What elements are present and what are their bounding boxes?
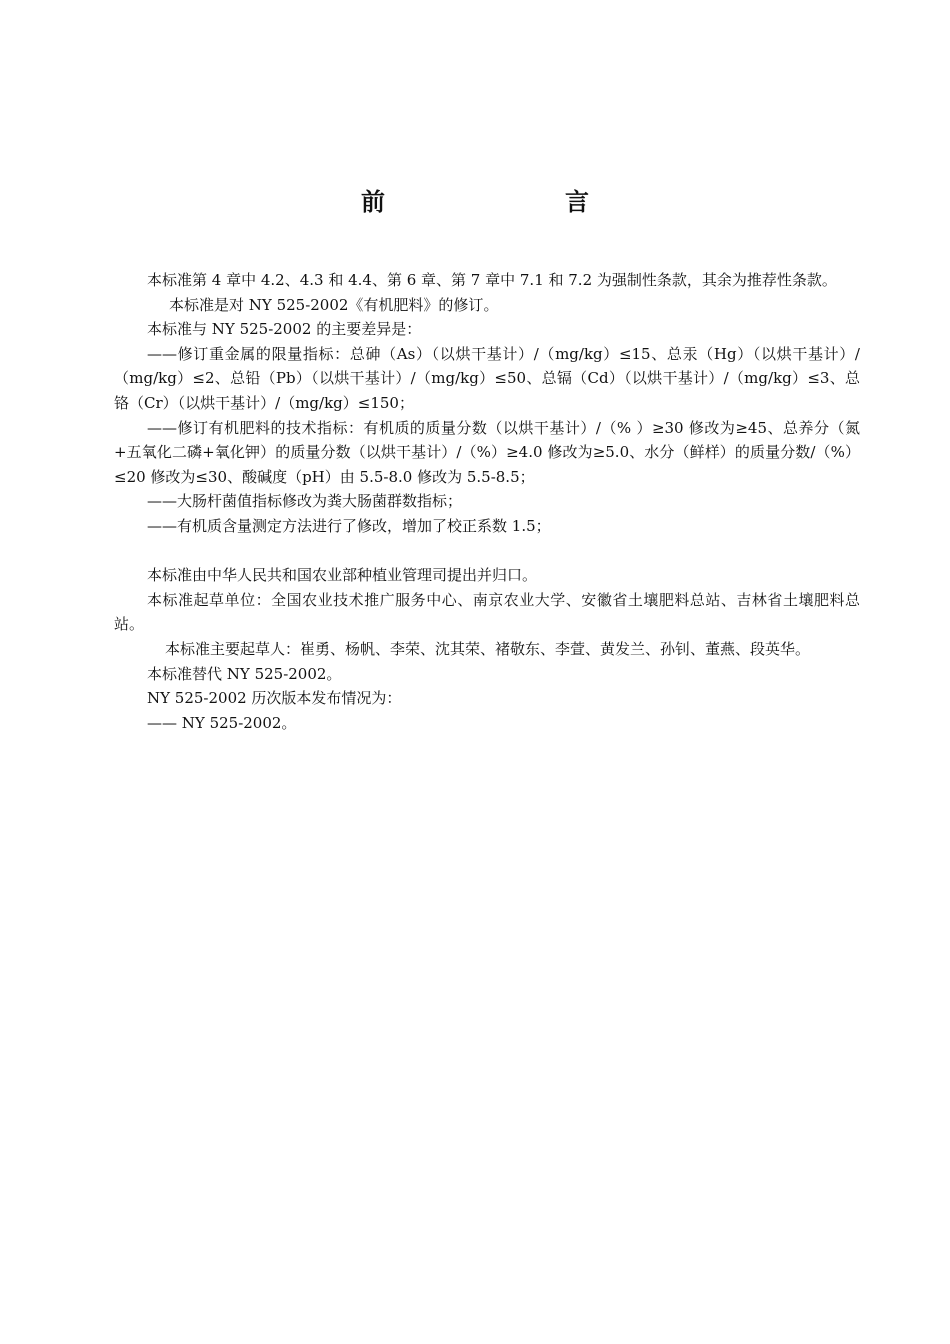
paragraph-ecoli-change: ——大肠杆菌值指标修改为粪大肠菌群数指标； xyxy=(147,492,463,511)
paragraph-organic-matter-method: ——有机质含量测定方法进行了修改，增加了校正系数 1.5； xyxy=(147,516,551,535)
paragraph-differences-intro: 本标准与 NY 525-2002 的主要差异是： xyxy=(147,320,422,339)
paragraph-technical-indicators: ——修订有机肥料的技术指标：有机质的质量分数（以烘干基计）/（% ）≥30 修改为≥45、总养分（氮+五氧化二磷+氧化钾）的质量分数（以烘干基计）/（%）≥4.0 修改为≥5.0、水分（鲜样）的质量分数/（%）≤20 修改为≤30、酸碱度（pH）由 5.5-8.0 修改为 5.5-8.5； xyxy=(114,418,860,486)
paragraph-drafting-units: 本标准起草单位：全国农业技术推广服务中心、南京农业大学、安徽省土壤肥料总站、吉林省土壤肥料总站。 xyxy=(114,590,860,634)
paragraph-heavy-metal-limits: ——修订重金属的限量指标：总砷（As）（以烘干基计）/（mg/kg）≤15、总汞（Hg）（以烘干基计）/（mg/kg）≤2、总铅（Pb）（以烘干基计）/（mg/kg）≤50、总镉（Cd）（以烘干基计）/（mg/kg）≤3、总铬（Cr）（以烘干基计）/（mg/kg）≤150； xyxy=(114,344,860,412)
paragraph-drafters: 本标准主要起草人：崔勇、杨帆、李荣、沈其荣、褚敬东、李萱、黄发兰、孙钊、董燕、段英华。 xyxy=(165,639,811,658)
page-title: 前 言 xyxy=(361,187,633,216)
paragraph-revision-note: 本标准是对 NY 525-2002《有机肥料》的修订。 xyxy=(169,295,499,314)
paragraph-version-history: NY 525-2002 历次版本发布情况为： xyxy=(147,689,402,708)
paragraph-mandatory-clauses: 本标准第 4 章中 4.2、4.3 和 4.4、第 6 章、第 7 章中 7.1 和 7.2 为强制性条款，其余为推荐性条款。 xyxy=(147,271,837,289)
paragraph-gap xyxy=(114,539,860,564)
paragraph-replaces: 本标准替代 NY 525-2002。 xyxy=(147,664,342,683)
paragraph-version-item: —— NY 525-2002。 xyxy=(147,713,297,732)
document-body xyxy=(114,268,860,735)
paragraph-proposer: 本标准由中华人民共和国农业部种植业管理司提出并归口。 xyxy=(147,566,538,585)
